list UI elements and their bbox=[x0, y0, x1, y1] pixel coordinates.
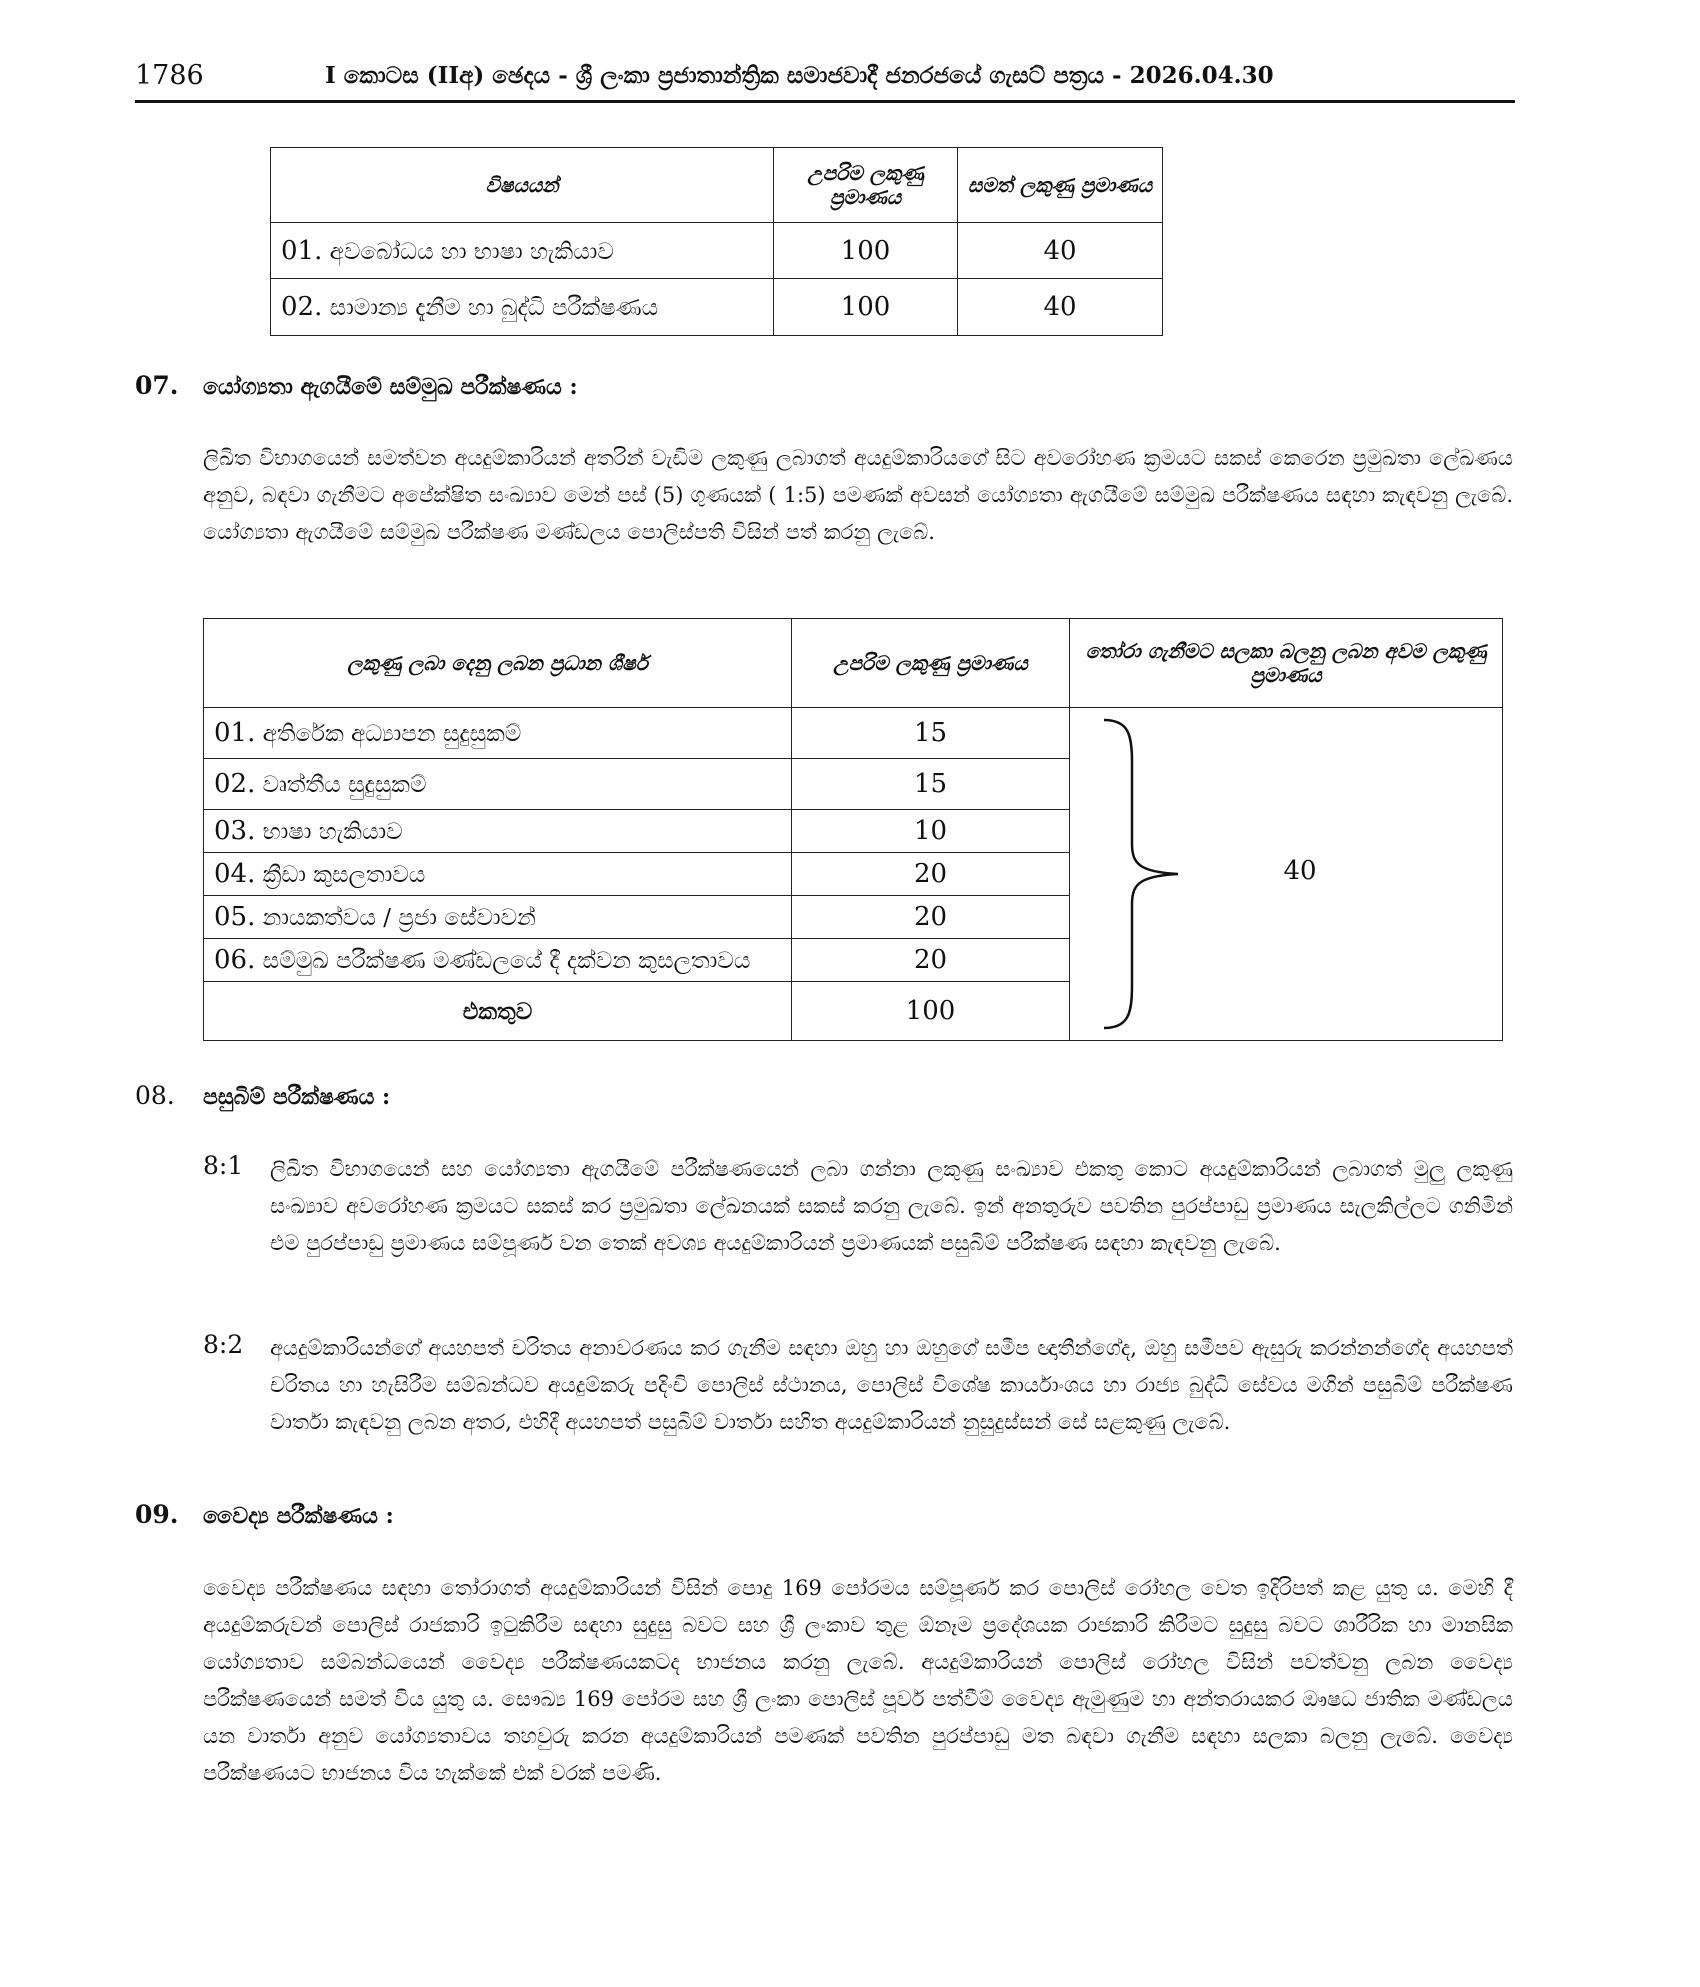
item-cell bbox=[204, 759, 792, 810]
subject-cell bbox=[271, 223, 774, 279]
item-name: සම්මුඛ පරීක්ෂණ මණ්ඩලයේ දී දක්වන කුසලතාවය bbox=[262, 948, 751, 974]
item-name: නායකත්වය / ප්‍රජා සේවාවන් bbox=[262, 905, 536, 931]
pass-marks-cell: 40 bbox=[958, 223, 1163, 279]
column-header-subjects: විෂයයන් bbox=[271, 148, 774, 223]
curly-brace-icon bbox=[1100, 716, 1190, 1032]
row-number: 01. bbox=[281, 235, 323, 266]
max-marks-cell: 100 bbox=[774, 279, 958, 336]
max-marks-cell: 15 bbox=[792, 759, 1070, 810]
column-header-min-marks: තෝරා ගැනීමට සලකා බලනු ලබන අවම ලකුණු ප්‍රමාණය bbox=[1070, 619, 1503, 708]
section-07-title: යෝග්‍යතා ඇගයීමේ සම්මුඛ පරීක්ෂණය : bbox=[203, 374, 578, 400]
max-marks-cell: 20 bbox=[792, 853, 1070, 896]
subsection-8-1-number: 8:1 bbox=[203, 1151, 244, 1180]
subsection-8-2-paragraph: අයදුම්කාරියන්ගේ අයහපත් චරිතය අනාවරණය කර ගැනීම සඳහා ඔහු හා ඔහුගේ සමීප ඥාතීන්ගේද, ඔහු සමීපව ඇසුරු කරන්නන්ගේද අයහපත් චරිතය හා හැසිරීම සම්බන්ධව අයදුම්කරු පදිංචි පොලිස් ස්ථානය, පොලිස් විශේෂ කාර්යාංශය හා රාජ්‍ය බුද්ධි සේවය මගින් පසුබිම් පරීක්ෂණ වාර්තා කැඳවනු ලබන අතර, එහිදී අයහපත් පසුබිම් වාර්තා සහිත අයදුම්කාරියන් නුසුදුස්සන් සේ සළකුණු ලැබේ. bbox=[270, 1336, 1513, 1434]
max-marks-cell: 100 bbox=[774, 223, 958, 279]
column-header-pass-marks: සමත් ලකුණු ප්‍රමාණය bbox=[958, 148, 1163, 223]
subject-cell bbox=[271, 279, 774, 336]
row-number: 04. bbox=[214, 859, 256, 889]
page-header bbox=[135, 58, 1515, 103]
item-cell bbox=[204, 708, 792, 759]
max-marks-cell: 10 bbox=[792, 810, 1070, 853]
section-08-number: 08. bbox=[135, 1081, 175, 1110]
subsection-8-1-paragraph: ලිඛිත විභාගයෙන් සහ යෝග්‍යතා ඇගයීමේ පරීක්ෂණයෙන් ලබා ගන්නා ලකුණු සංඛ්‍යාව එකතු කොට අයදුම්කාරියන් ලබාගත් මුලු ලකුණු සංඛ්‍යාව අවරෝහණ ක්‍රමයට සකස් කර ප්‍රමුඛතා ලේඛනයක් සකස් කරනු ලැබේ. ඉන් අනතුරුව පවතින පුරප්පාඩු ප්‍රමාණය සැලකිල්ලට ගනිමින් එම පුරප්පාඩු ප්‍රමාණය සම්පූර්ණ වන තෙක් අවශ්‍ය අයදුම්කාරියන් ප්‍රමාණයක් පසුබිම් පරීක්ෂණ සඳහා කැඳවනු ලැබේ. bbox=[270, 1157, 1513, 1255]
subject-name: සාමාන්‍ය දැනීම හා බුද්ධි පරීක්ෂණය bbox=[329, 295, 659, 321]
table-row bbox=[271, 279, 1163, 336]
pass-marks-cell: 40 bbox=[958, 279, 1163, 336]
row-number: 06. bbox=[214, 945, 256, 975]
item-cell bbox=[204, 853, 792, 896]
column-header-main-headings: ලකුණු ලබා දෙනු ලබන ප්‍රධාන ශීර්ෂ bbox=[204, 619, 792, 708]
row-number: 03. bbox=[214, 816, 256, 846]
gazette-header-title: I කොටස (IIඅ) ඡෙදය - ශ්‍රී ලංකා ප්‍රජාතාන්ත්‍රික සමාජවාදී ජනරජයේ ගැසට් පත්‍රය - 2026.04.30 bbox=[325, 62, 1274, 89]
subsection-8-2-number: 8:2 bbox=[203, 1330, 244, 1359]
min-marks-merged-cell bbox=[1070, 708, 1503, 1041]
row-number: 01. bbox=[214, 718, 256, 748]
item-name: ක්‍රීඩා කුසලතාවය bbox=[262, 862, 426, 888]
section-09-number: 09. bbox=[135, 1500, 179, 1529]
max-marks-cell: 20 bbox=[792, 896, 1070, 939]
row-number: 05. bbox=[214, 902, 256, 932]
total-value: 100 bbox=[792, 982, 1070, 1041]
subject-name: අවබෝධය හා භාෂා හැකියාව bbox=[329, 238, 614, 265]
section-09-title: වෛද්‍ය පරීක්ෂණය : bbox=[203, 1503, 394, 1529]
section-07-paragraph: ලිඛිත විභාගයෙන් සමත්වන අයදුම්කාරියන් අතරින් වැඩිම ලකුණු ලබාගත් අයදුම්කාරියගේ සිට අවරෝහණ ක්‍රමයට සකස් කෙරෙන ප්‍රමුඛතා ලේඛණය අනුව, බඳවා ගැනීමට අපේක්ෂිත සංඛ්‍යාව මෙන් පස් (5) ගුණයක් ( 1:5) පමණක් අවසන් යෝග්‍යතා ඇගයීමේ සම්මුඛ පරීක්ෂණය සඳහා කැඳවනු ලැබේ. යෝග්‍යතා ඇගයීමේ සම්මුඛ පරීක්ෂණ මණ්ඩලය පොලිස්පති විසින් පත් කරනු ලැබේ. bbox=[203, 446, 1513, 544]
item-name: භාෂා හැකියාව bbox=[262, 819, 403, 845]
table-row bbox=[271, 223, 1163, 279]
item-cell bbox=[204, 939, 792, 982]
section-08-title: පසුබිම් පරීක්ෂණය : bbox=[203, 1084, 391, 1110]
interview-marks-table bbox=[203, 618, 1503, 1041]
page-number: 1786 bbox=[135, 60, 204, 91]
item-cell bbox=[204, 810, 792, 853]
section-09-paragraph: වෛද්‍ය පරීක්ෂණය සඳහා තෝරාගත් අයදුම්කාරියන් විසින් පොදු 169 පෝරමය සම්පූර්ණ කර පොලිස් රෝහල වෙත ඉදිරිපත් කළ යුතු ය. මෙහි දී අයදුම්කරුවන් පොලිස් රාජකාරි ඉටුකිරීම සඳහා සුදුසු බවට සහ ශ්‍රී ලංකාව තුළ ඕනෑම ප්‍රදේශයක රාජකාරි කිරීමට සුදුසු බවට ශාරීරික හා මානසික යෝග්‍යතාව සම්බන්ධයෙන් වෛද්‍ය පරීක්ෂණයකටද භාජනය කරනු ලැබේ. අයදුම්කාරියන් පොලිස් රෝහල විසින් පවත්වනු ලබන වෛද්‍ය පරීක්ෂණයෙන් සමත් විය යුතු ය. සෞඛ්‍ය 169 පෝරම සහ ශ්‍රී ලංකා පොලිස් පූර්ව පත්වීම් වෛද්‍ය ඇමුණුම හා අන්තරායකර ඖෂධ ජාතික මණ්ඩලය යන වාර්තා අනුව යෝග්‍යතාවය තහවුරු කරන අයදුම්කාරියන් පමණක් පවතින පුරප්පාඩු මත බඳවා ගැනීම සඳහා සලකා බලනු ලැබේ. වෛද්‍ය පරීක්ෂණයට භාජනය විය හැක්කේ එක් වරක් පමණි. bbox=[203, 1576, 1513, 1785]
column-header-max-marks: උපරිම ලකුණු ප්‍රමාණය bbox=[774, 148, 958, 223]
column-header-max-marks: උපරිම ලකුණු ප්‍රමාණය bbox=[792, 619, 1070, 708]
max-marks-cell: 15 bbox=[792, 708, 1070, 759]
item-cell bbox=[204, 896, 792, 939]
table-row bbox=[204, 708, 1503, 759]
section-07-number: 07. bbox=[135, 371, 179, 400]
min-marks-value: 40 bbox=[1283, 856, 1317, 886]
item-name: වෘත්තීය සුදුසුකම් bbox=[262, 772, 427, 798]
written-exam-marks-table bbox=[270, 147, 1163, 336]
item-name: අතිරේක අධ්‍යාපන සුදුසුකම් bbox=[262, 721, 522, 747]
total-label: එකතුව bbox=[204, 982, 792, 1041]
row-number: 02. bbox=[214, 769, 256, 799]
max-marks-cell: 20 bbox=[792, 939, 1070, 982]
row-number: 02. bbox=[281, 292, 323, 322]
